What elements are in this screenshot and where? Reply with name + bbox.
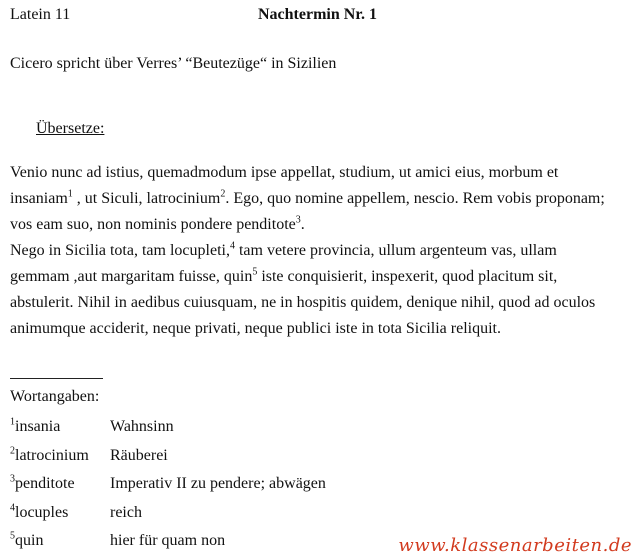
vocab-meaning: Wahnsinn	[110, 418, 174, 435]
vocab-word: penditote	[15, 475, 75, 492]
instruction-heading: Übersetze:	[36, 120, 105, 137]
vocab-term	[10, 532, 43, 550]
text-fragment: Nego in Sicilia tota, tam locupleti,	[10, 242, 230, 259]
vocab-word: locuples	[15, 503, 69, 521]
document-title: Nachtermin Nr. 1	[258, 6, 377, 23]
vocab-term	[10, 418, 60, 436]
text-fragment: tam vetere provincia, ullum argenteum vas, ullam	[234, 242, 557, 259]
text-fragment: vos eam suo, non nominis pondere penditote	[10, 216, 296, 233]
text-line	[10, 186, 636, 212]
text-line	[10, 160, 636, 186]
footnote-marker: 1	[67, 188, 73, 200]
text-fragment: animumque acciderit, neque privati, neque publici iste in tota Sicilia reliquit.	[10, 320, 501, 337]
footnote-marker: 2	[220, 188, 226, 200]
vocab-number: 4	[10, 502, 15, 514]
course-label: Latein 11	[10, 6, 71, 23]
footnote-marker: 3	[295, 214, 301, 226]
vocab-meaning: hier für quam non	[110, 532, 226, 549]
vocab-heading: Wortangaben:	[10, 388, 100, 405]
text-fragment: gemmam ,aut margaritam fuisse, quin	[10, 268, 253, 285]
text-line	[10, 316, 636, 342]
vocab-meaning: Räuberei	[110, 446, 168, 464]
footnote-marker: 4	[229, 240, 235, 252]
vocab-term	[10, 504, 68, 522]
text-line	[10, 238, 636, 264]
text-line	[10, 212, 636, 238]
text-fragment: .	[300, 216, 305, 233]
vocab-meaning: Imperativ II zu pendere; abwägen	[110, 475, 326, 492]
text-line	[10, 264, 636, 290]
vocab-number: 3	[10, 473, 15, 485]
text-fragment: iste conquisierit, inspexerit, quod placitum sit,	[257, 268, 558, 285]
latin-text-paragraph	[10, 160, 636, 342]
vocab-term	[10, 475, 75, 493]
footnote-marker: 5	[252, 266, 258, 278]
vocab-term	[10, 447, 89, 465]
vocab-word: insania	[15, 418, 61, 435]
vocab-word: quin	[15, 532, 44, 549]
text-fragment: , ut Siculi, latrocinium	[72, 190, 221, 207]
text-fragment: insaniam	[10, 190, 68, 207]
vocab-number: 5	[10, 530, 15, 542]
text-fragment: Venio nunc ad istius, quemadmodum ipse appellat, studium, ut amici eius, morbum et	[10, 164, 559, 181]
text-fragment: abstulerit. Nihil in aedibus cuiusquam, ne in hospitis quidem, denique nihil, quod ad oculos	[10, 294, 596, 311]
text-line	[10, 290, 636, 316]
vocab-word: latrocinium	[15, 446, 89, 464]
vocab-number: 1	[10, 416, 15, 428]
watermark-logo: www.klassenarbeiten.de	[398, 535, 632, 556]
vocab-meaning: reich	[110, 503, 142, 521]
vocab-number: 2	[10, 445, 15, 457]
document-subtitle: Cicero spricht über Verres’ “Beutezüge“ in Sizilien	[10, 55, 337, 72]
text-fragment: . Ego, quo nomine appellem, nescio. Rem vobis proponam;	[225, 190, 605, 207]
footnote-divider	[10, 378, 103, 379]
